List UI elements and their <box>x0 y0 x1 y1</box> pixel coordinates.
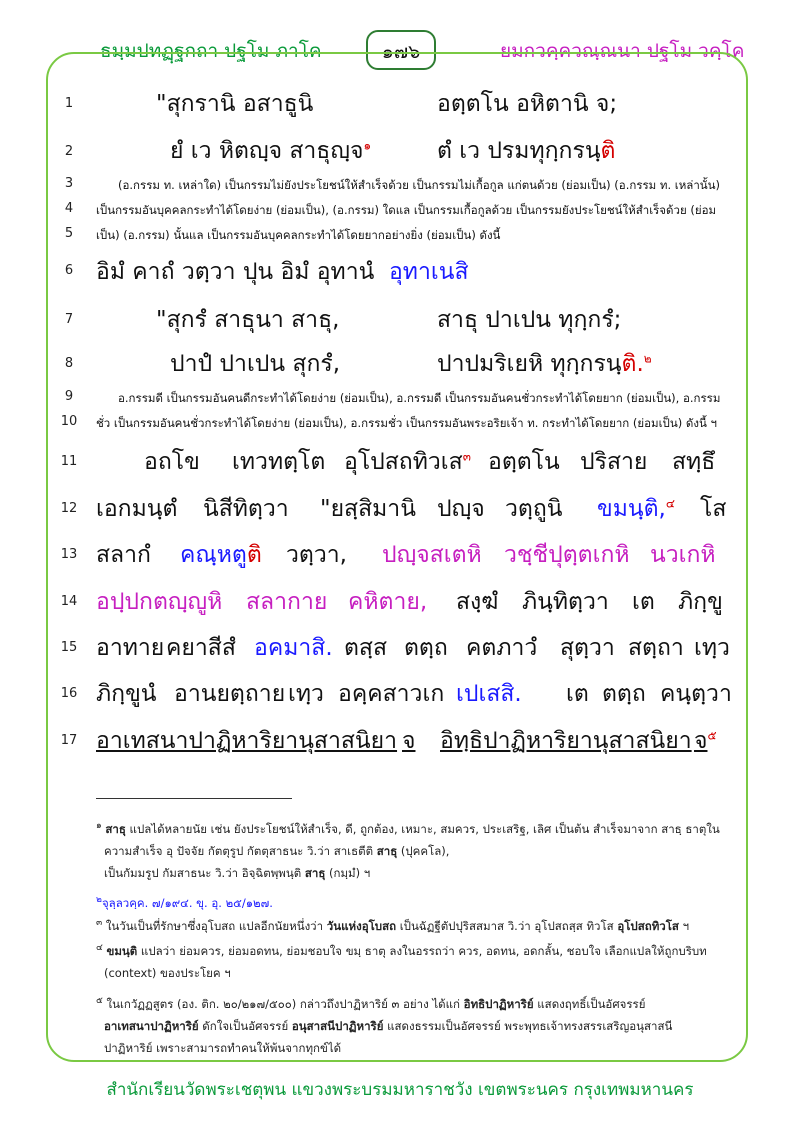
running-header-right: ยมกวคฺควณฺณนา ปฐโม วคฺโค <box>500 40 745 62</box>
footnote-2 <box>96 889 736 914</box>
word: สทฺธึ <box>672 449 716 475</box>
word: โส <box>700 496 727 522</box>
word <box>344 444 471 480</box>
word: เทวทตฺโต <box>232 449 326 475</box>
footnote-ref-5[interactable]: ๕ <box>707 728 717 743</box>
word: วตฺถูนิ <box>505 496 563 522</box>
footnote-term: อาเทสนาปาฏิหาริย์ <box>104 1018 199 1033</box>
footnote-ref-3[interactable]: ๓ <box>462 449 471 464</box>
verse-line-7a: "สุกรํ สาธุนา สาธุ, <box>156 307 340 333</box>
footnote-mark: ๓ <box>96 918 103 928</box>
word-highlight: ปญฺจสเตหิ <box>382 542 482 568</box>
footnote-text: แปลได้หลายนัย เช่น ยังประโยชน์ให้สำเร็จ, ดี, ถูกต้อง, เหมาะ, สมควร, ประเสริฐ, เลิศ เป็นต้น สำเร็จมาจาก สาธฺ ธาตุใน <box>125 821 720 836</box>
translation-line-9: อ.กรรมดี เป็นกรรมอันคนดีกระทำได้โดยง่าย (ย่อมเป็น), อ.กรรมดี เป็นกรรมอันคนชั่วกระทำได้โดยยาก (ย่อมเป็น), อ.กรรม <box>118 391 721 405</box>
verse-text: ปาปมริเยหิ ทุกฺกรนฺ <box>437 351 622 377</box>
line-number: 9 <box>64 389 74 404</box>
word <box>597 491 675 527</box>
word-underlined: จ <box>402 728 416 754</box>
footnote-rule <box>96 798 292 799</box>
verse-line-2a <box>170 133 371 169</box>
footnote-term: สาธุ <box>304 865 326 880</box>
footnote-3 <box>96 912 736 937</box>
line-number: 7 <box>64 312 74 327</box>
word: สลากํ <box>96 542 151 568</box>
verse-text: ยํ เว หิตญฺจ สาธุญฺจ <box>170 138 364 164</box>
footnote-text: ความสำเร็จ อุ ปัจจัย กัตตุรูป กัตตุสาธนะ วิ.ว่า สาเธตีติ <box>104 843 377 858</box>
footnote-line <box>96 1015 736 1037</box>
word-text: อุโปสถทิวเส <box>344 449 463 475</box>
word: ปริสาย <box>580 449 648 475</box>
word: อตฺตโน <box>488 449 560 475</box>
line-number: 5 <box>64 226 74 241</box>
footnote-text: (กมฺมํ) ฯ <box>325 865 371 880</box>
line-number: 11 <box>60 454 78 469</box>
word: สงฺฆํ <box>456 589 499 615</box>
verse-line-8b <box>437 346 652 382</box>
word-underlined: อาเทสนาปาฏิหาริยานุสาสนิยา <box>96 728 398 754</box>
verse-line-7b: สาธุ ปาเปน ทุกฺกรํ; <box>437 307 622 333</box>
word: สุตฺวา <box>560 635 615 661</box>
word: คยาสีสํ <box>166 635 236 661</box>
word <box>694 723 717 759</box>
footnote-text: แสดงธรรมเป็นอัศจรรย์ พระพุทธเจ้าทรงสรรเสริญอนุสาสนี <box>383 1018 673 1033</box>
word: อาทาย <box>96 635 165 661</box>
word: เต <box>566 681 589 707</box>
footnote-line <box>96 862 736 884</box>
word-highlight: วชฺชีปุตฺตเกหิ <box>504 542 630 568</box>
verb-highlight: ขมนฺติ, <box>597 496 666 522</box>
verse-line-2b <box>437 133 615 169</box>
verb-highlight: อุทาเนสิ <box>388 259 469 285</box>
footnote-term: ขมนฺติ <box>106 943 138 958</box>
footnote-mark: ๑ <box>96 821 102 831</box>
word: "ยสฺสิมานิ <box>320 496 416 522</box>
word: ภิกฺขู <box>678 589 723 615</box>
line-number: 3 <box>64 176 74 191</box>
line-number: 14 <box>60 594 78 609</box>
verb-highlight: คณฺหตู <box>180 542 247 568</box>
line-number: 16 <box>60 686 78 701</box>
footnote-ref-2[interactable]: ๒ <box>643 351 652 366</box>
footnote-1 <box>96 815 736 884</box>
word: อคฺคสาวเก <box>338 681 445 707</box>
word: อถโข <box>144 449 200 475</box>
iti-particle: ติ. <box>621 351 644 377</box>
word-highlight: นวเกหิ <box>650 542 716 568</box>
word-underlined: จ <box>694 728 708 754</box>
word: นิสีทิตฺวา <box>203 496 289 522</box>
footnote-text: เป็นฉัฏฐีตัปปุริสสมาส วิ.ว่า อุโปสถสฺส ทิวโส <box>396 918 618 933</box>
verb-highlight: เปเสสิ. <box>456 681 522 707</box>
line-number: 4 <box>64 201 74 216</box>
word: คนฺตฺวา <box>660 681 732 707</box>
footnote-text: ในวันเป็นที่รักษาซึ่งอุโบสถ แปลอีกนัยหนึ่งว่า <box>105 918 327 933</box>
iti-particle: ติ <box>600 138 616 164</box>
word: ตตฺถ <box>404 635 448 661</box>
footnote-mark: ๕ <box>96 996 103 1006</box>
footnote-term: วันแห่งอุโบสถ <box>326 918 397 933</box>
verb-highlight: อคมาสิ. <box>254 635 333 661</box>
running-header-left: ธมฺมปทฏฺฐกถา ปฐโม ภาโค <box>100 40 322 62</box>
word: เทฺว <box>694 635 730 661</box>
footnote-line <box>96 840 736 862</box>
footnote-text: เป็นกัมมรูป กัมสาธนะ วิ.ว่า อิจฺฉิตพฺพนฺติ <box>104 865 305 880</box>
page-footer: สำนักเรียนวัดพระเชตุพน แขวงพระบรมมหาราชวัง เขตพระนคร กรุงเทพมหานคร <box>106 1080 694 1100</box>
line-number: 6 <box>64 263 74 278</box>
word-highlight: สลากาย <box>246 589 328 615</box>
word: ภิกฺขูนํ <box>96 681 157 707</box>
footnote-term: อนุสาสนีปาฏิหาริย์ <box>291 1018 384 1033</box>
footnote-term: อิทธิปาฏิหาริย์ <box>463 996 534 1011</box>
page-number: ๑๗๖ <box>366 30 436 70</box>
footnote-term: สาธุ <box>105 821 126 836</box>
verse-line-8a: ปาปํ ปาเปน สุกรํ, <box>170 351 341 377</box>
footnote-text: แสดงฤทธิ์เป็นอัศจรรย์ <box>533 996 646 1011</box>
translation-line-4: เป็นกรรมอันบุคคลกระทำได้โดยง่าย (ย่อมเป็น), (อ.กรรม) ใดแล เป็นกรรมเกื้อกูลด้วย เป็นกรรมยังประโยชน์ให้สำเร็จด้วย (ย่อม <box>96 203 717 217</box>
prose-text: อิมํ คาถํ วตฺวา ปุน อิมํ อุทานํ <box>96 259 375 285</box>
line-number: 15 <box>60 640 78 655</box>
footnote-term: สาธุ <box>376 843 398 858</box>
word: วตฺวา, <box>286 542 347 568</box>
verse-line-1b: อตฺตโน อหิตานิ จ; <box>437 91 618 117</box>
line-number: 1 <box>64 96 74 111</box>
word: คตภาวํ <box>466 635 538 661</box>
verse-text: ตํ เว ปรมทุกฺกรนฺ <box>437 138 601 164</box>
line-number: 8 <box>64 356 74 371</box>
footnote-line <box>96 990 736 1015</box>
footnote-4 <box>96 937 736 984</box>
word <box>180 537 262 573</box>
word <box>348 584 427 620</box>
word-highlight: อปฺปกตญฺญูหิ <box>96 589 223 615</box>
footnote-text: (ปุคคโล), <box>397 843 450 858</box>
translation-line-10: ชั่ว เป็นกรรมอันคนชั่วกระทำได้โดยง่าย (ย่อมเป็น), อ.กรรมชั่ว เป็นกรรมอันพระอริยเจ้า ท. กระทำได้โดยยาก (ย่อมเป็น) ดังนี้ ฯ <box>96 416 717 430</box>
footnote-mark: ๔ <box>96 943 103 953</box>
footnote-text: จุลฺลวคฺค. ๗/๑๙๔. ขุ. อุ. ๒๕/๑๒๗. <box>101 895 273 910</box>
footnote-line <box>96 815 736 840</box>
footnote-text: ในเกวัฏฏสูตร (อง. ติก. ๒๐/๒๑๗/๕๐๐) กล่าวถึงปาฏิหาริย์ ๓ อย่าง ได้แก่ <box>106 996 464 1011</box>
word: ตตฺถ <box>602 681 646 707</box>
word: เต <box>632 589 655 615</box>
footnote-line: ปาฏิหาริย์ เพราะสามารถทำคนให้พ้นจากทุกข์ได้ <box>104 1040 342 1055</box>
word: ภินฺทิตฺวา <box>522 589 609 615</box>
footnote-line: (context) ของประโยค ฯ <box>104 965 231 980</box>
footnote-text: ดักใจเป็นอัศจรรย์ <box>198 1018 292 1033</box>
footnote-ref-1[interactable]: ๑ <box>363 138 372 153</box>
footnote-term: อุโปสถทิวโส <box>617 918 679 933</box>
footnote-text: ฯ <box>678 918 690 933</box>
line-number: 17 <box>60 733 78 748</box>
word: เอกมนฺตํ <box>96 496 178 522</box>
verse-line-1a: "สุกรานิ อสาธูนิ <box>156 91 314 117</box>
word: ตสฺส <box>344 635 388 661</box>
line-number: 12 <box>60 501 78 516</box>
prose-line-6 <box>96 254 469 290</box>
word: ปญฺจ <box>437 496 485 522</box>
footnote-ref-4[interactable]: ๔ <box>665 496 675 511</box>
line-number: 13 <box>60 547 78 562</box>
line-number: 2 <box>64 144 74 159</box>
footnote-line <box>96 937 736 962</box>
word: อานยตฺถาย <box>174 681 286 707</box>
footnote-mark: ๒ <box>96 895 102 905</box>
word-underlined: อิทฺธิปาฏิหาริยานุสาสนิยา <box>440 728 692 754</box>
iti-particle: ติ <box>246 542 262 568</box>
word-highlight: คหิตาย, <box>348 589 428 615</box>
line-number: 10 <box>60 414 78 429</box>
word: สตฺถา <box>628 635 684 661</box>
translation-line-5: เป็น) (อ.กรรม) นั้นแล เป็นกรรมอันบุคคลกระทำได้โดยยากอย่างยิ่ง (ย่อมเป็น) ดังนี้ <box>96 228 501 242</box>
footnote-text: แปลว่า ย่อมควร, ย่อมอดทน, ย่อมชอบใจ ขมฺ ธาตุ ลงในอรรถว่า ควร, อดทน, อดกลั้น, ชอบใจ เลือกแปลให้ถูกบริบท <box>137 943 707 958</box>
footnote-5 <box>96 990 736 1059</box>
translation-line-3: (อ.กรรม ท. เหล่าใด) เป็นกรรมไม่ยังประโยชน์ให้สำเร็จด้วย เป็นกรรมไม่เกื้อกูล แก่ตนด้วย (ย่อมเป็น) (อ.กรรม ท. เหล่านั้น) <box>118 178 721 192</box>
word: เทฺว <box>288 681 324 707</box>
